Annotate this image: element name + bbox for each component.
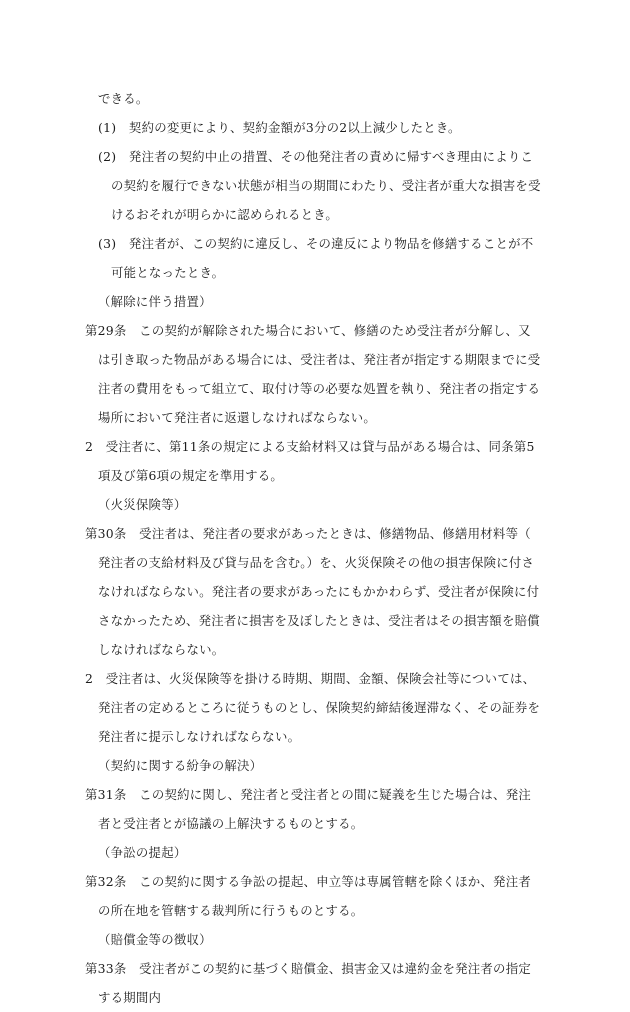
article-paragraph: 第30条 受注者は、発注者の要求があったときは、修繕物品、修繕用材料等（発注者の支給材料及び貸与品を含む。）を、火災保険その他の損害保険に付さなければならない。発注者の要求があったにもかかわらず、受注者が保険に付さなかったため、発注者に損害を及ぼしたときは、受注者はその損害額を賠償しなければならない。 [85, 526, 540, 657]
numbered-paragraph: 2 受注者に、第11条の規定による支給材料又は貸与品がある場合は、同条第5項及び第6項の規定を準用する。 [85, 439, 535, 483]
section-heading: （争訟の提起） [98, 845, 187, 860]
article-paragraph: 第33条 受注者がこの契約に基づく賠償金、損害金又は違約金を発注者の指定する期間内 [85, 961, 531, 1005]
article-paragraph: 第29条 この契約が解除された場合において、修繕のため受注者が分解し、又は引き取った物品がある場合には、受注者は、発注者が指定する期限までに受注者の費用をもって組立て、取付け等の必要な処置を執り、発注者の指定する場所において発注者に返還しなければならない。 [85, 323, 541, 425]
section-heading: （解除に伴う措置） [98, 294, 212, 309]
section-heading: （契約に関する紛争の解決） [98, 758, 263, 773]
enumerated-item: (1) 契約の変更により、契約金額が3分の2以上減少したとき。 [98, 120, 461, 135]
section-heading: （火災保険等） [98, 497, 187, 512]
document-body [85, 84, 542, 1012]
enumerated-item: (3) 発注者が、この契約に違反し、その違反により物品を修繕することが不可能となったとき。 [98, 236, 534, 280]
article-paragraph: 第32条 この契約に関する争訟の提起、申立等は専属管轄を除くほか、発注者の所在地を管轄する裁判所に行うものとする。 [85, 874, 531, 918]
paragraph-continuation: できる。 [98, 91, 149, 106]
article-paragraph: 第31条 この契約に関し、発注者と受注者との間に疑義を生じた場合は、発注者と受注者とが協議の上解決するものとする。 [85, 787, 531, 831]
section-heading: （賠償金等の徴収） [98, 932, 212, 947]
numbered-paragraph: 2 受注者は、火災保険等を掛ける時期、期間、金額、保険会社等については、発注者の定めるところに従うものとし、保険契約締結後遅滞なく、その証券を発注者に提示しなければならない。 [85, 671, 541, 744]
enumerated-item: (2) 発注者の契約中止の措置、その他発注者の責めに帰すべき理由によりこの契約を履行できない状態が相当の期間にわたり、受注者が重大な損害を受けるおそれが明らかに認められるとき。 [98, 149, 541, 222]
